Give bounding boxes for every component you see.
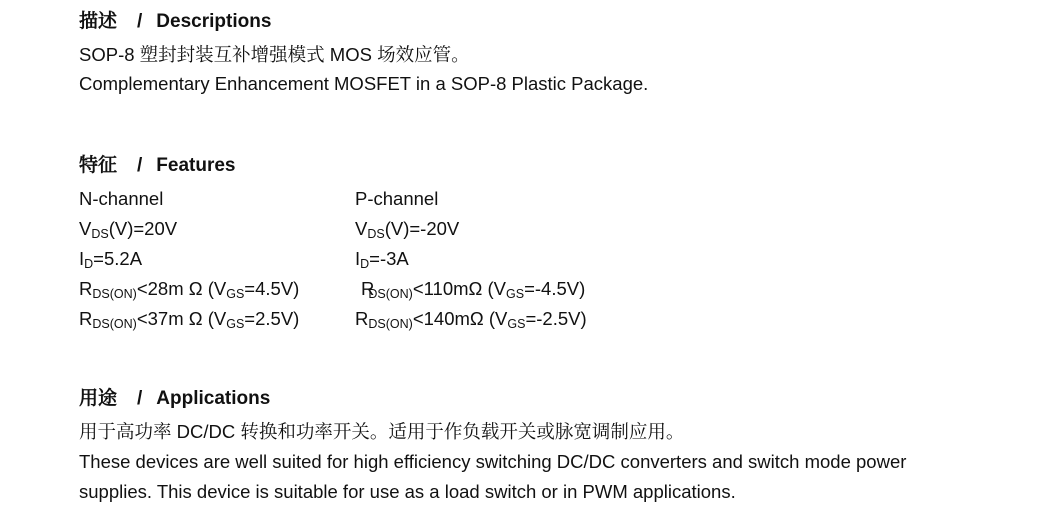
subscript: D <box>84 257 94 271</box>
subscript: GS <box>507 317 526 331</box>
value: (V)=-20V <box>384 218 460 239</box>
subscript: DS(ON) <box>368 287 413 301</box>
heading-separator: / <box>137 388 143 409</box>
descriptions-heading <box>79 11 271 33</box>
p-channel-vds <box>355 218 459 240</box>
subscript: GS <box>226 317 245 331</box>
symbol: V <box>355 218 368 239</box>
features-title-cn: 特征 <box>79 155 118 176</box>
value: <37m Ω (V <box>136 308 227 329</box>
n-channel-header: N-channel <box>79 188 164 209</box>
value: =-3A <box>369 248 409 269</box>
n-channel-rds-on-1 <box>79 278 299 300</box>
value: (V)=20V <box>108 218 178 239</box>
symbol: V <box>79 218 92 239</box>
applications-heading <box>79 388 270 410</box>
subscript: GS <box>226 287 245 301</box>
symbol: I <box>79 248 85 269</box>
value: =5.2A <box>93 248 143 269</box>
p-channel-rds-on-2 <box>355 308 587 330</box>
applications-text-en: These devices are well suited for high efficiency switching DC/DC converters and switch mode power supplies. This device is suitable for use as a load switch or in PWM applications. <box>79 451 907 502</box>
subscript: DS(ON) <box>92 317 137 331</box>
n-channel-vds <box>79 218 177 240</box>
subscript: D <box>360 257 370 271</box>
features-heading <box>79 155 236 177</box>
value: =2.5V) <box>244 308 300 329</box>
applications-title-cn: 用途 <box>79 388 118 409</box>
features-title-en: Features <box>156 155 236 176</box>
n-channel-rds-on-2 <box>79 308 299 330</box>
symbol: R <box>79 308 93 329</box>
descriptions-text-en: Complementary Enhancement MOSFET in a SOP-8 Plastic Package. <box>79 73 649 94</box>
value: =4.5V) <box>244 278 300 299</box>
n-channel-id <box>79 248 142 270</box>
symbol: R <box>79 278 93 299</box>
heading-separator: / <box>137 155 143 176</box>
subscript: DS(ON) <box>92 287 137 301</box>
subscript: DS <box>91 227 109 241</box>
value: <110mΩ (V <box>412 278 507 299</box>
value: <28m Ω (V <box>136 278 227 299</box>
subscript: GS <box>506 287 525 301</box>
p-channel-id <box>355 248 409 270</box>
applications-title-en: Applications <box>156 388 271 409</box>
descriptions-title-en: Descriptions <box>156 11 272 32</box>
descriptions-title-cn: 描述 <box>79 11 118 32</box>
value: =-4.5V) <box>524 278 586 299</box>
p-channel-header: P-channel <box>355 188 439 209</box>
value: <140mΩ (V <box>412 308 508 329</box>
symbol: I <box>355 248 361 269</box>
heading-separator: / <box>137 11 143 32</box>
applications-text-cn: 用于高功率 DC/DC 转换和功率开关。适用于作负载开关或脉宽调制应用。 <box>79 421 685 442</box>
symbol: R <box>361 278 375 299</box>
p-channel-rds-on-1 <box>361 278 585 300</box>
subscript: DS(ON) <box>368 317 413 331</box>
symbol: R <box>355 308 369 329</box>
subscript: DS <box>367 227 385 241</box>
value: =-2.5V) <box>525 308 587 329</box>
descriptions-text-cn: SOP-8 塑封封装互补增强模式 MOS 场效应管。 <box>79 44 470 65</box>
